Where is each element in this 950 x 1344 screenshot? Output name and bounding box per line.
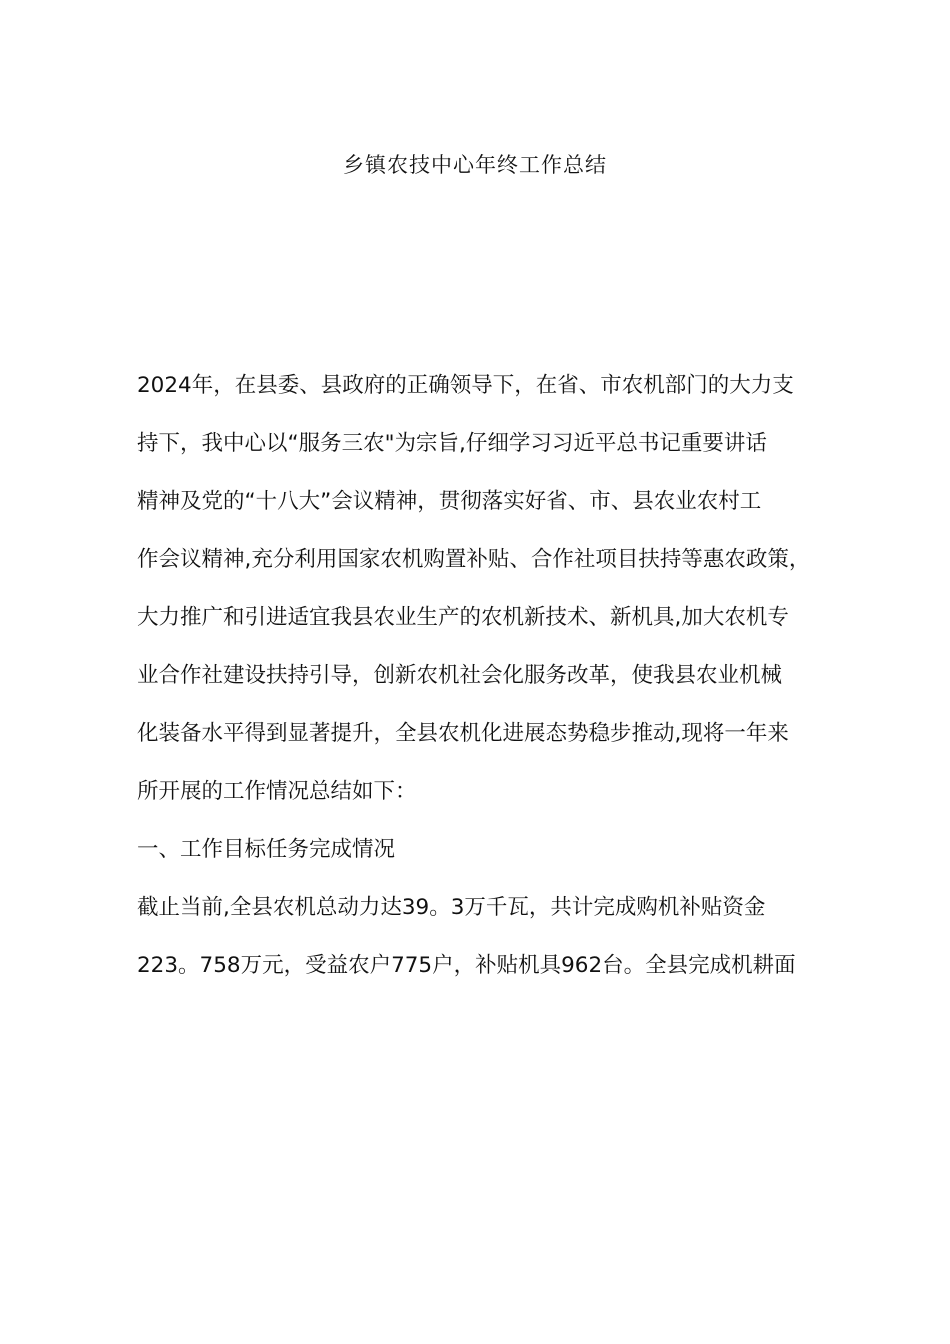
section-heading: 一、工作目标任务完成情况 bbox=[137, 837, 396, 862]
document-title: 乡镇农技中心年终工作总结 bbox=[343, 153, 607, 177]
paragraph-line: 2024年，在县委、县政府的正确领导下，在省、市农机部门的大力支 bbox=[137, 373, 794, 398]
document-body bbox=[137, 357, 827, 995]
paragraph-line: 223。758万元，受益农户775户，补贴机具962台。全县完成机耕面 bbox=[137, 953, 796, 978]
paragraph-line: 业合作社建设扶持引导，创新农机社会化服务改革，使我县农业机械 bbox=[137, 663, 783, 688]
paragraph-line: 化装备水平得到显著提升，全县农机化进展态势稳步推动,现将一年来 bbox=[137, 721, 789, 746]
paragraph-line: 大力推广和引进适宜我县农业生产的农机新技术、新机具,加大农机专 bbox=[137, 605, 789, 630]
paragraph-line: 截止当前,全县农机总动力达39。3万千瓦，共计完成购机补贴资金 bbox=[137, 895, 766, 920]
paragraph-line: 作会议精神,充分利用国家农机购置补贴、合作社项目扶持等惠农政策， bbox=[137, 547, 811, 572]
paragraph-line: 精神及党的“十八大”会议精神，贯彻落实好省、市、县农业农村工 bbox=[137, 489, 762, 514]
paragraph-line: 持下，我中心以“服务三农"为宗旨,仔细学习习近平总书记重要讲话 bbox=[137, 431, 767, 456]
paragraph-line: 所开展的工作情况总结如下： bbox=[137, 779, 417, 804]
